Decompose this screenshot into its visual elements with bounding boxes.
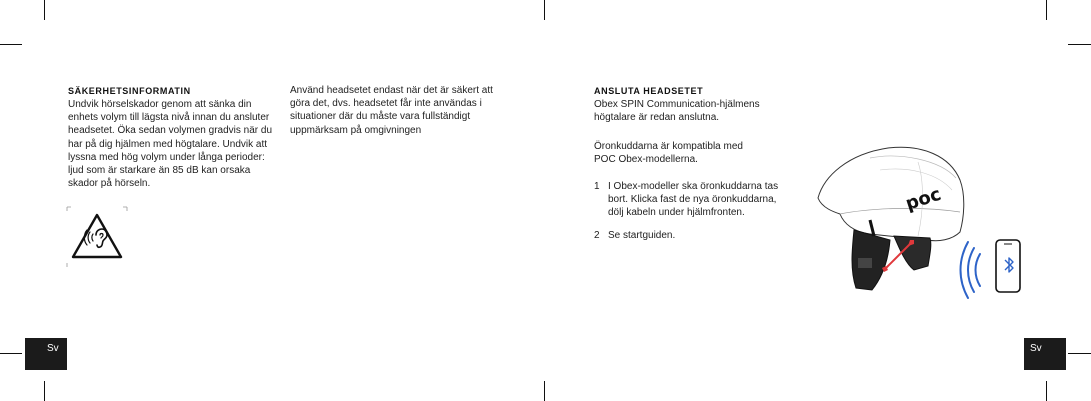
brand-logo: poc	[903, 183, 944, 215]
helmet-icon	[818, 147, 964, 290]
step-text: Se startguiden.	[608, 229, 676, 241]
crop-mark	[544, 0, 545, 20]
crop-mark	[0, 353, 22, 354]
list-item	[594, 180, 790, 220]
page-label: Sv	[47, 343, 59, 354]
crop-mark	[1068, 44, 1091, 45]
safety-heading: SÄKERHETSINFORMATIN	[68, 86, 191, 96]
connect-heading: ANSLUTA HEADSETET	[594, 86, 704, 96]
crop-mark	[544, 381, 545, 401]
crop-mark	[44, 0, 45, 20]
bluetooth-waves-icon	[961, 242, 981, 298]
connect-steps	[594, 180, 790, 251]
smartphone-icon	[996, 240, 1020, 292]
page-tab-left	[25, 338, 67, 370]
crop-mark	[1068, 353, 1091, 354]
crop-mark	[44, 381, 45, 401]
page-tab-right	[1024, 338, 1066, 370]
helmet-illustration	[810, 140, 1040, 300]
safety-note: Använd headsetet endast när det är säkert att göra det, dvs. headsetet får inte användas i situationer där du måste vara fullständigt uppmärksam på omgivningen	[290, 85, 493, 136]
safety-body: Undvik hörselskador genom att sänka din enhets volym till lägsta nivå innan du ansluter headsetet. Öka sedan volymen gradvis när du har på dig hjälmen med högtalare. Undvik att lyssna med hög volym under långa perioder: ljud som är starkare än 85 dB kan orsaka skador på hörseln.	[68, 99, 273, 190]
list-item	[594, 229, 790, 242]
page-label: Sv	[1030, 343, 1042, 354]
connect-compat: Öronkuddarna är kompatibla med POC Obex-modellerna.	[594, 141, 743, 166]
ear-warning-icon	[66, 206, 128, 268]
step-number: 2	[594, 229, 600, 241]
connect-intro: Obex SPIN Communication-hjälmens högtalare är redan anslutna.	[594, 99, 760, 124]
step-text: I Obex-modeller ska öronkuddarna tas bort. Klicka fast de nya öronkuddarna, dölj kabeln under hjälmfronten.	[608, 181, 779, 219]
crop-mark	[1046, 381, 1047, 401]
crop-mark	[0, 44, 22, 45]
step-number: 1	[594, 181, 600, 192]
crop-mark	[1046, 0, 1047, 20]
